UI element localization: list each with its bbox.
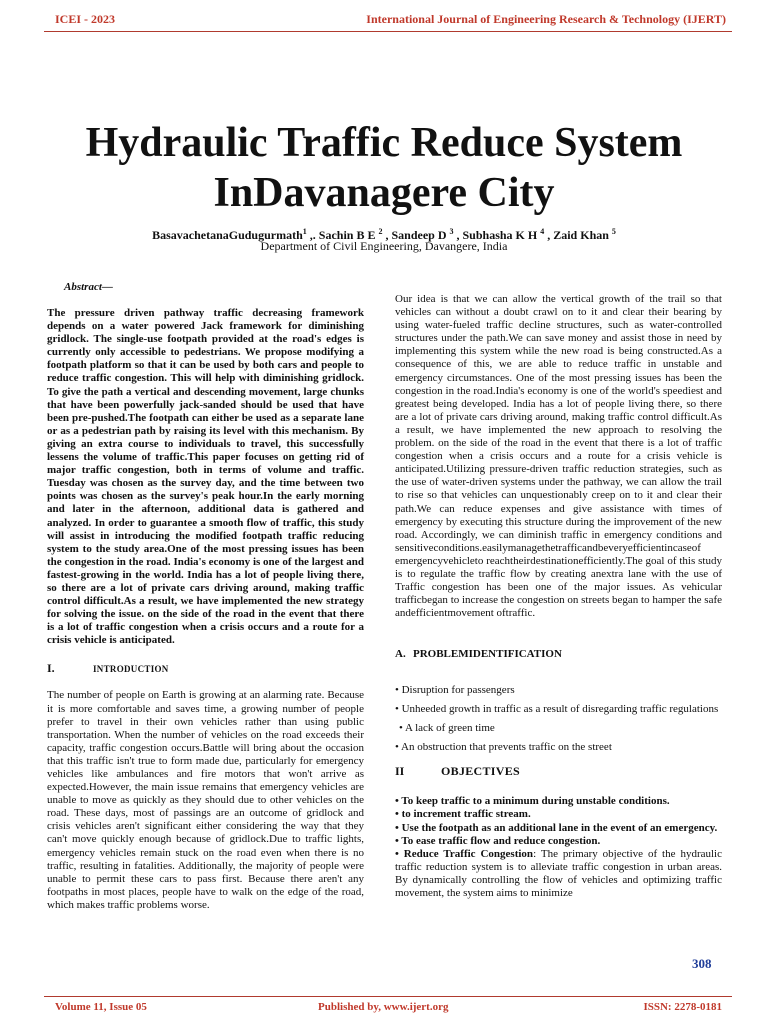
- list-item: [395, 848, 722, 900]
- author-affiliation: 1: [302, 227, 307, 236]
- journal-name: International Journal of Engineering Research & Technology (IJERT): [366, 12, 726, 26]
- objective-heading: • Reduce Traffic Congestion: [395, 847, 534, 860]
- footer-rule: [44, 996, 732, 997]
- author-affiliation: 4: [540, 227, 545, 236]
- section-heading-introduction: [47, 661, 364, 676]
- author-affiliation: 5: [611, 227, 616, 236]
- problem-list: [395, 681, 722, 757]
- subsection-number: A.: [395, 648, 406, 661]
- introduction-continued-text: Our idea is that we can allow the vertical growth of the trail so that vehicles can without a doubt crawl on to it and clear their bearing by using water-fueled traffic decline structures, such as water-controlled structures under the path.We can save money and assist those in need by implementing this system while the new road is being constructed.As a consequence of this, we are able to reduce traffic in unstable and emergency circumstances. One of the most pressing issues has been the congestion in the road.India's economy is one of the world's speediest and greatest being developed. India has a lot of people living there, so there are a lot of private cars driving around, making traffic control difficult.As a result, we have implemented the new approach to resolving the problem. on the side of the road in the event that there is a lot of traffic congestion when a crisis occurs and a route for a crisis vehicle is anticipated.Utilizing pressure-driven traffic reduction strategies, such as the use of water-driven systems under the pathway, we can allow the trail to rise so that vehicles can unquestionably creep on to it and clear their path.We can reduce expenses and give assistance with times of emergency by executing this structure during the improvement of the new road. Accordingly, we can diminish traffic in emergency conditions and sensitiveconditions.easilymanagethetrafficandbeveryefficientincaseof emergencyvehicleto reachtheirdestinationefficiently.The goal of this study is to regulate the traffic flow by creating anextra lane with the use of Traffic congestion has been one of the major issues. As vehicular trafficbegan to increase the congestion on streets began to hamper the safe andefficientmovement oftraffic.: [395, 293, 722, 620]
- author-separator: ,.: [306, 228, 319, 242]
- section-number: I.: [47, 661, 55, 676]
- list-item: • Use the footpath as an additional lane in the event of an emergency.: [395, 821, 718, 834]
- abstract-text: The pressure driven pathway traffic decreasing framework depends on a water powered Jack framework for diminishing gridlock. The single-use footpath provided at the road's edges is currently only accessible to pedestrians. We propose modifying a footpath platform so that it can be used by both cars and people to reduce traffic congestion. This will help with diminishing gridlock. To give the path a vertical and descending movement, large chunks that have been powerfully jack-sanded should be used that have been pre-pushed.The footpath can either be used as a separate lane or as a pedestrian path by raising its level with this mechanism. By giving an extra course to individuals to travel, this successfully lessens the volume of traffic.This paper focuses on getting rid of major traffic congestion, both in terms of volume and traffic. Tuesday was chosen as the survey day, and the time between two points was chosen as the survey's peak hour.In the early morning and later in the afternoon, additional data is gathered and analyzed. In order to guarantee a smooth flow of traffic, this study will assist in introducing the modified footpath traffic reducing system to the study area.One of the most pressing issues has been the congestion in the road. India's economy is one of the largest and fastest-growing in the world. India has a lot of people living there, so there are a lot of private cars driving around, making traffic control difficult.As a result, we have implemented the new strategy for solving the issue. on the side of the road in the event that there is a lot of traffic congestion when a crisis occurs and a route for a crisis vehicle is anticipated.: [47, 307, 364, 647]
- list-item: • Unheeded growth in traffic as a result of disregarding traffic regulations: [395, 703, 719, 716]
- right-column: [395, 293, 722, 900]
- footer-publisher: Published by, www.ijert.org: [318, 1001, 449, 1013]
- title-line-1: Hydraulic Traffic Reduce System: [85, 120, 683, 166]
- list-item: • to increment traffic stream.: [395, 808, 531, 821]
- list-item: • To keep traffic to a minimum during unstable conditions.: [395, 795, 670, 808]
- section-title: OBJECTIVES: [441, 764, 521, 779]
- header-rule: [44, 31, 732, 32]
- author-name: Sachin B E: [318, 228, 379, 242]
- section-heading-objectives: [395, 764, 722, 779]
- section-title: INTRODUCTION: [93, 664, 169, 675]
- footer-volume: Volume 11, Issue 05: [55, 1001, 147, 1013]
- abstract-label: Abstract—: [64, 281, 113, 293]
- author-affiliation: 3: [449, 227, 454, 236]
- author-affiliation: 2: [378, 227, 383, 236]
- objectives-list: [395, 795, 722, 900]
- footer-issn: ISSN: 2278-0181: [643, 1001, 722, 1013]
- introduction-text: The number of people on Earth is growing at an alarming rate. Because it is more comfortable and saves time, a growing number of people prefer to travel in their own vehicles rather than using public transportation. When the number of vehicles on the road exceeds their capacity, traffic congestion occurs.Battle will bring about the occasion that this traffic isn't true to form made due, particularly for emergency vehicles like ambulances and fire motors that won't arrive as expected.However, the main issue remains that emergency vehicles are unable to move as quickly as they should due to other vehicles on the road. These days, most of passings are an outcome of gridlock and crisis vehicles aren't significant either considering the way that they can't move quickly enough because of gridlock.Due to traffic lights, emergency vehicles remain stuck on the road even when there is no traffic, resulting in fatalities. Additionally, the majority of people were unable to permit these cars to pass first. Because there aren't any footpaths in most places, people have to walk on the edge of the road, which makes traffic problems worse.: [47, 689, 364, 911]
- author-separator: ,: [382, 228, 392, 242]
- paper-title: [30, 118, 738, 218]
- subsection-heading-problem-identification: [395, 648, 722, 660]
- author-name: BasavachetanaGudugurmath: [152, 228, 303, 242]
- list-item: • An obstruction that prevents traffic on the street: [395, 741, 612, 754]
- section-number: II: [395, 764, 405, 779]
- conference-label: ICEI - 2023: [55, 12, 116, 26]
- list-item: • Disruption for passengers: [395, 684, 515, 697]
- author-name: Subhasha K H: [462, 228, 541, 242]
- page-number: 308: [692, 956, 712, 971]
- list-item: • To ease traffic flow and reduce congestion.: [395, 834, 601, 847]
- department: Department of Civil Engineering, Davangere, India: [260, 239, 508, 253]
- title-line-2: InDavanagere City: [213, 170, 555, 216]
- objective-text: : The primary objective of the hydraulic traffic reduction system is to alleviate traffic congestion in urban areas. By dynamically controlling the flow of vehicles and optimizing traffic movement, the system aims to minimize: [395, 847, 722, 899]
- author-separator: ,: [453, 228, 463, 242]
- list-item: • A lack of green time: [399, 722, 495, 735]
- author-separator: ,: [544, 228, 554, 242]
- left-column: [47, 307, 364, 912]
- author-name: Zaid Khan: [553, 228, 612, 242]
- subsection-title: PROBLEMIDENTIFICATION: [413, 648, 562, 661]
- author-name: Sandeep D: [391, 228, 450, 242]
